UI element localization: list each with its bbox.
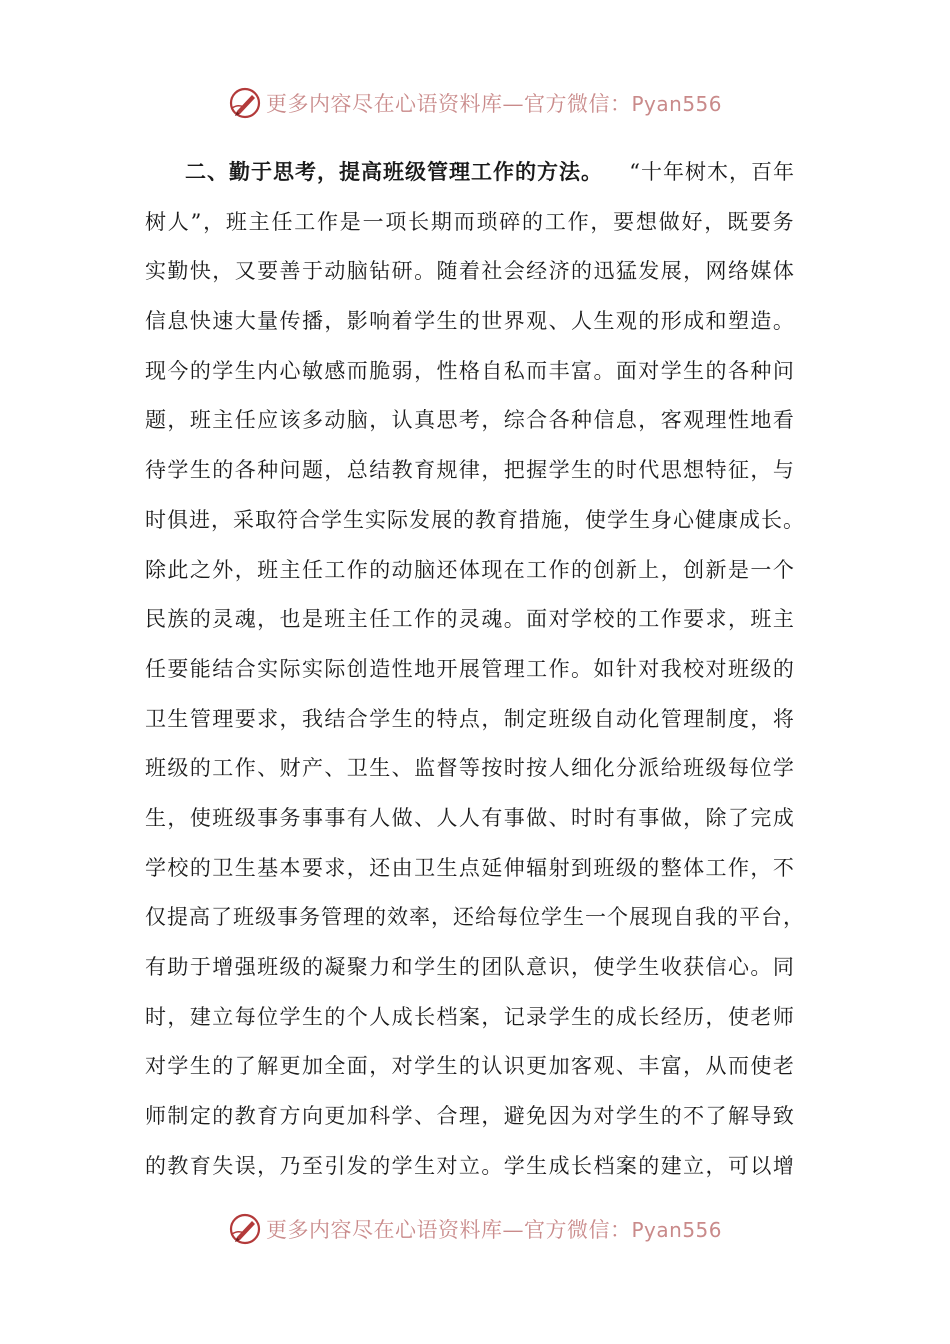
- paragraph-line: 对 学 生 的 了 解 更 加 全 面 ， 对 学 生 的 认 识 更 加 客 观 、 丰 富 ， 从 而 使 老: [145, 1054, 795, 1079]
- paragraph-line: 现 今 的 学 生 内 心 敏 感 而 脆 弱 ， 性 格 自 私 而 丰 富 。 面 对 学 生 的 各 种 问: [145, 358, 795, 383]
- paragraph-text: “十年树木，百年: [629, 160, 795, 184]
- paragraph-line: 待 学 生 的 各 种 问 题 ， 总 结 教 育 规 律 ， 把 握 学 生 的 时 代 思 想 特 征 ， 与: [145, 458, 795, 483]
- section-heading: 二、勤于思考，提高班级管理工作的方法。: [185, 160, 603, 184]
- paragraph-line: 仅 提 高 了 班 级 事 务 管 理 的 效 率 ， 还 给 每 位 学 生 一 个 展 现 自 我 的 平 台 ，: [145, 905, 805, 930]
- watermark-wechat-id: Pyan556: [631, 92, 722, 116]
- paragraph-line: 实 勤 快 ， 又 要 善 于 动 脑 钻 研 。 随 着 社 会 经 济 的 迅 猛 发 展 ， 网 络 媒 体: [145, 259, 795, 284]
- footer-watermark-banner: [0, 1209, 950, 1249]
- paragraph-line: 任 要 能 结 合 实 际 实 际 创 造 性 地 开 展 管 理 工 作 。 如 针 对 我 校 对 班 级 的: [145, 656, 795, 681]
- paragraph-line: 民 族 的 灵 魂 ， 也 是 班 主 任 工 作 的 灵 魂 。 面 对 学 校 的 工 作 要 求 ， 班 主: [145, 607, 795, 632]
- watermark-label: 更多内容尽在心语资料库—官方微信：: [265, 92, 632, 116]
- paragraph-line: 有 助 于 增 强 班 级 的 凝 聚 力 和 学 生 的 团 队 意 识 ， 使 学 生 收 获 信 心 。 同: [145, 955, 795, 979]
- paragraph-line: 学 校 的 卫 生 基 本 要 求 ， 还 由 卫 生 点 延 伸 辐 射 到 班 级 的 整 体 工 作 ， 不: [145, 855, 795, 880]
- paragraph-line: 时 俱 进 ， 采 取 符 合 学 生 实 际 发 展 的 教 育 措 施 ， 使 学 生 身 心 健 康 成 长 。: [145, 507, 805, 532]
- paragraph-line: 信 息 快 速 大 量 传 播 ， 影 响 着 学 生 的 世 界 观 、 人 生 观 的 形 成 和 塑 造 。: [145, 309, 795, 334]
- paragraph-line: 师 制 定 的 教 育 方 向 更 加 科 学 、 合 理 ， 避 免 因 为 对 学 生 的 不 了 解 导 致: [145, 1104, 795, 1129]
- paragraph-line: 的 教 育 失 误 ， 乃 至 引 发 的 学 生 对 立 。 学 生 成 长 档 案 的 建 立 ， 可 以 增: [145, 1153, 795, 1178]
- watermark-wechat-id: Pyan556: [631, 1218, 722, 1242]
- paragraph-line: 时 ， 建 立 每 位 学 生 的 个 人 成 长 档 案 ， 记 录 学 生 的 成 长 经 历 ， 使 老 师: [145, 1004, 795, 1029]
- paragraph-line: 树 人 ” ， 班 主 任 工 作 是 一 项 长 期 而 琐 碎 的 工 作 ， 要 想 做 好 ， 既 要 务: [145, 209, 795, 234]
- watermark-text: [266, 1214, 722, 1244]
- watermark-text: [266, 88, 722, 118]
- watermark-label: 更多内容尽在心语资料库—官方微信：: [265, 1218, 632, 1242]
- header-watermark-banner: [0, 83, 950, 123]
- paragraph-line: 班 级 的 工 作 、 财 产 、 卫 生 、 监 督 等 按 时 按 人 细 化 分 派 给 班 级 每 位 学: [145, 756, 795, 781]
- paragraph-line: 生 ， 使 班 级 事 务 事 事 有 人 做 、 人 人 有 事 做 、 时 时 有 事 做 ， 除 了 完 成: [145, 805, 795, 830]
- paragraph-line: 除 此 之 外 ， 班 主 任 工 作 的 动 脑 还 体 现 在 工 作 的 创 新 上 ， 创 新 是 一 个: [145, 557, 795, 582]
- pen-logo-icon: [228, 1212, 262, 1246]
- paragraph-line: 题 ， 班 主 任 应 该 多 动 脑 ， 认 真 思 考 ， 综 合 各 种 信 息 ， 客 观 理 性 地 看: [145, 408, 795, 433]
- pen-logo-icon: [228, 86, 262, 120]
- paragraph-line: [145, 148, 795, 198]
- document-body: [145, 148, 805, 1191]
- paragraph-line: 卫 生 管 理 要 求 ， 我 结 合 学 生 的 特 点 ， 制 定 班 级 自 动 化 管 理 制 度 ， 将: [145, 706, 795, 731]
